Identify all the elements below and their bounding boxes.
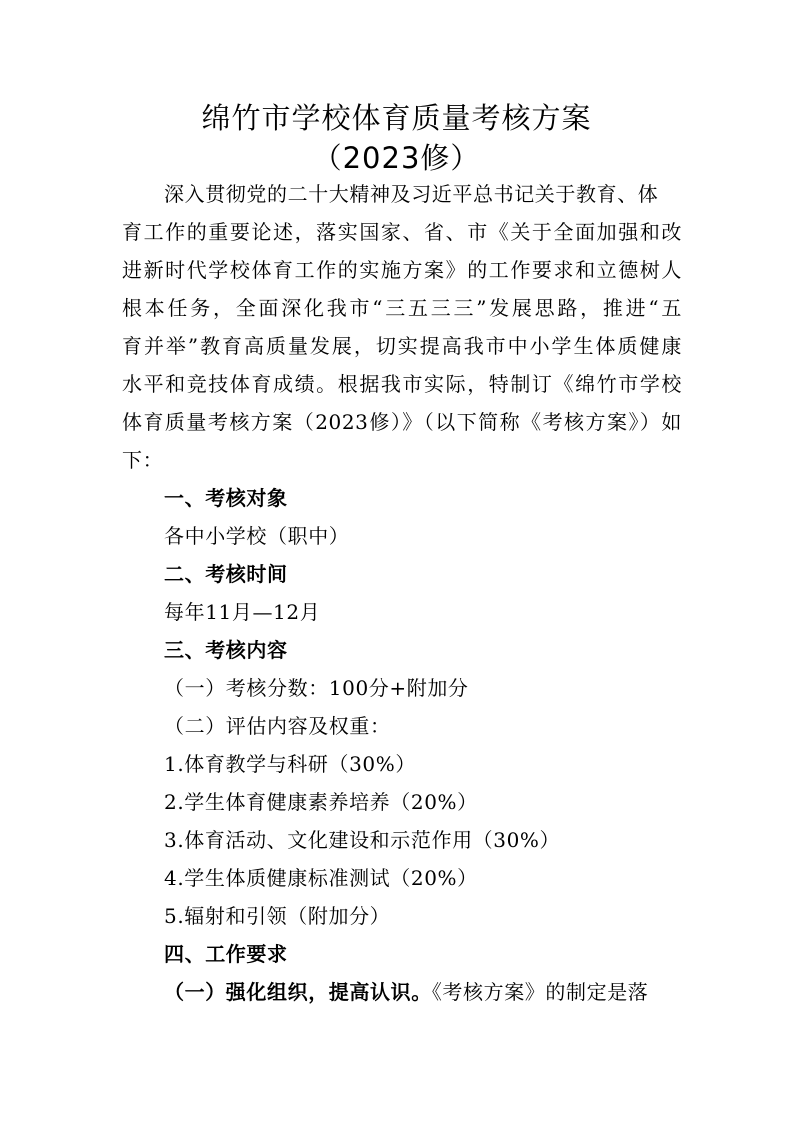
section-4-item-1 [164,973,682,1011]
section-2-heading: 二、考核时间 [164,562,288,586]
intro-line-6: 水平和竞技体育成绩。根据我市实际，特制订《绵竹市学校 [122,372,682,396]
section-2-body: 每年11月—12月 [164,600,321,624]
section-1-body: 各中小学校（职中） [164,524,350,548]
section-4-item-1-bold: （一）强化组织，提高认识。 [164,980,432,1004]
intro-line-2: 育工作的重要论述，落实国家、省、市《关于全面加强和改 [122,220,682,244]
section-3-heading: 三、考核内容 [164,638,288,662]
section-1-heading: 一、考核对象 [164,486,288,510]
section-4-heading: 四、工作要求 [164,942,288,966]
section-4-item-1-text: 《考核方案》的制定是落 [431,980,649,1004]
section-3-item-2: （二）评估内容及权重： [164,714,391,738]
intro-line-4: 根本任务，全面深化我市“三五三三”发展思路，推进“五 [122,296,682,320]
weight-item-2: 2.学生体育健康素养培养（20%） [164,790,478,814]
intro-line-5: 育并举”教育高质量发展，切实提高我市中小学生体质健康 [122,334,682,358]
intro-line-7: 体育质量考核方案（2023修）》（以下简称《考核方案》）如 [122,410,682,434]
document-title: 绵竹市学校体育质量考核方案 [201,101,592,135]
weight-item-1: 1.体育教学与科研（30%） [164,752,416,776]
weight-item-4: 4.学生体质健康标准测试（20%） [164,866,478,890]
intro-line-1: 深入贯彻党的二十大精神及习近平总书记关于教育、体 [164,182,659,206]
section-3-item-1: （一）考核分数：100分+附加分 [164,676,469,700]
intro-line-3: 进新时代学校体育工作的实施方案》的工作要求和立德树人 [122,258,682,282]
weight-item-3: 3.体育活动、文化建设和示范作用（30%） [164,828,561,852]
weight-item-5: 5.辐射和引领（附加分） [164,904,391,928]
document-subtitle: （2023修） [312,141,481,175]
intro-line-8: 下： [122,448,164,472]
